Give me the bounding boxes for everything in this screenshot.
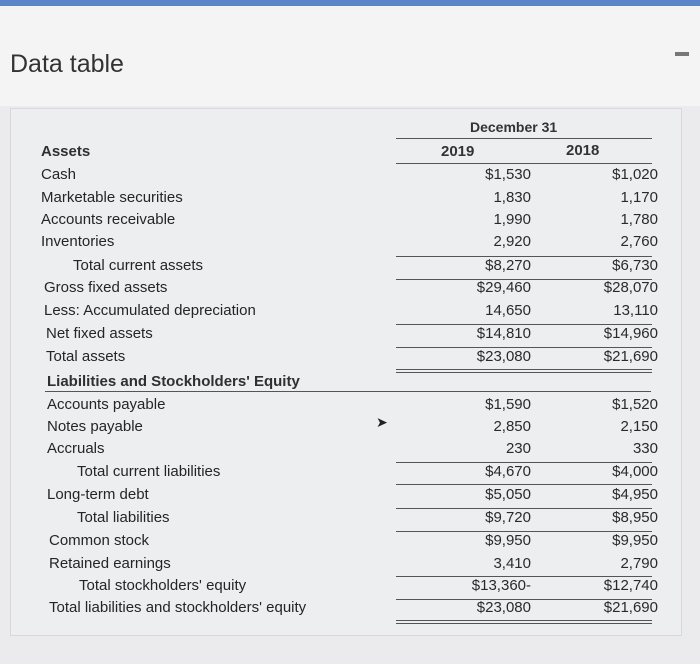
value-2018: $9,950 — [612, 532, 658, 549]
row-label: Total stockholders' equity — [79, 577, 247, 594]
value-2018: 13,110 — [613, 302, 658, 319]
value-2018: $4,950 — [612, 486, 658, 503]
row-label: Total liabilities — [77, 509, 170, 526]
total-rule — [396, 623, 652, 624]
row-label: Long-term debt — [47, 486, 149, 503]
value-2018: $12,740 — [603, 577, 658, 594]
value-2019: 2,920 — [493, 233, 531, 250]
value-2018: $28,070 — [603, 279, 658, 296]
liabilities-heading-rule — [45, 391, 651, 392]
value-2019: $5,050 — [485, 486, 531, 503]
value-2019: 2,850 — [493, 418, 531, 435]
value-2019: 1,990 — [493, 211, 531, 228]
liabilities-heading: Liabilities and Stockholders' Equity — [47, 373, 300, 390]
value-2018: $8,950 — [612, 509, 658, 526]
header-rule — [396, 138, 652, 139]
row-label: Cash — [41, 166, 77, 183]
row-label: Gross fixed assets — [44, 279, 168, 296]
total-rule — [396, 620, 652, 621]
value-2018: 2,790 — [620, 555, 658, 572]
value-2018: $6,730 — [612, 257, 658, 274]
row-label: Retained earnings — [49, 555, 171, 572]
value-2018: $21,690 — [603, 599, 658, 616]
row-label: Common stock — [49, 532, 150, 549]
row-label: Marketable securities — [41, 189, 183, 206]
value-2019: $23,080 — [476, 599, 531, 616]
row-label: Total liabilities and stockholders' equity — [49, 599, 307, 616]
value-2018: $21,690 — [603, 348, 658, 365]
value-2018: 1,170 — [620, 189, 658, 206]
value-2019: 1,830 — [493, 189, 531, 206]
value-2019: $14,810 — [476, 325, 531, 342]
row-label: Net fixed assets — [46, 325, 153, 342]
value-2018: 330 — [632, 440, 658, 457]
window-header — [0, 6, 700, 106]
value-2019: $23,080 — [476, 348, 531, 365]
data-table-panel — [10, 108, 682, 636]
value-2019: 230 — [505, 440, 531, 457]
row-label: Accruals — [47, 440, 105, 457]
value-2019: $4,670 — [485, 463, 531, 480]
row-label: Less: Accumulated depreciation — [44, 302, 256, 319]
row-label: Notes payable — [47, 418, 143, 435]
value-2019: $13,360- — [471, 577, 531, 594]
value-2018: 2,760 — [620, 233, 658, 250]
value-2018: $1,520 — [612, 396, 658, 413]
value-2018: $14,960 — [603, 325, 658, 342]
value-2019: $1,590 — [485, 396, 531, 413]
value-2018: $4,000 — [612, 463, 658, 480]
total-rule — [396, 372, 652, 373]
value-2019: 3,410 — [493, 555, 531, 572]
value-2018: 1,780 — [620, 211, 658, 228]
window-title: Data table — [10, 50, 124, 78]
period-header: December 31 — [470, 119, 558, 135]
row-label: Total assets — [46, 348, 126, 365]
mouse-pointer-icon: ➤ — [376, 414, 388, 430]
row-label: Inventories — [41, 233, 115, 250]
value-2019: 14,650 — [485, 302, 531, 319]
value-2019: $1,530 — [485, 166, 531, 183]
col-2019-header: 2019 — [441, 143, 475, 160]
value-2019: $29,460 — [476, 279, 531, 296]
col-2018-header: 2018 — [566, 142, 600, 159]
total-rule — [396, 484, 652, 485]
value-2018: $1,020 — [612, 166, 658, 183]
col-header-rule — [396, 163, 652, 164]
row-label: Accounts receivable — [41, 211, 176, 228]
total-rule — [396, 369, 652, 370]
value-2018: 2,150 — [620, 418, 658, 435]
value-2019: $9,720 — [485, 509, 531, 526]
minimize-button[interactable] — [675, 52, 689, 56]
value-2019: $9,950 — [485, 532, 531, 549]
row-label: Accounts payable — [47, 396, 166, 413]
row-label: Total current liabilities — [77, 463, 221, 480]
assets-heading: Assets — [41, 143, 91, 160]
row-label: Total current assets — [73, 257, 204, 274]
value-2019: $8,270 — [485, 257, 531, 274]
